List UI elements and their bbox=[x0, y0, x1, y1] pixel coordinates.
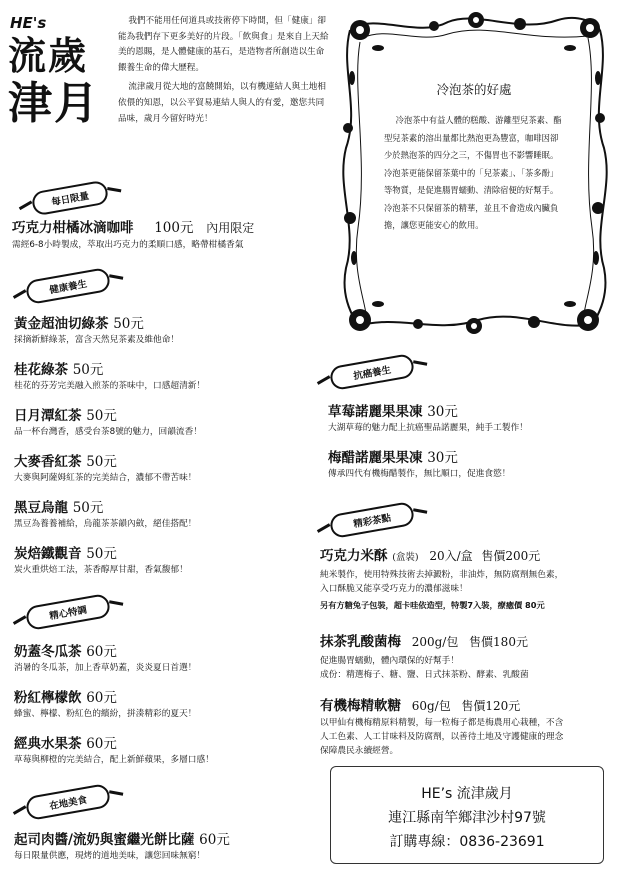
menu-item-title bbox=[14, 358, 103, 378]
menu-item-title bbox=[14, 732, 117, 752]
item-price: 售價120元 bbox=[461, 699, 521, 713]
brand-small-logo: HE's bbox=[10, 14, 47, 32]
menu-item-desc: 消暑的冬瓜茶，加上香草奶蓋，炎炎夏日首選！ bbox=[14, 663, 197, 673]
item-name: 經典水果茶 bbox=[14, 736, 82, 752]
item-name: 大麥香紅茶 bbox=[14, 454, 82, 470]
section-tag-featured: 精心特調 bbox=[25, 593, 112, 631]
item-name: 奶蓋冬瓜茶 bbox=[14, 644, 82, 660]
menu-item-desc: 保障農民永續經營。 bbox=[320, 746, 399, 756]
cold-brew-title: 冷泡茶的好處 bbox=[436, 82, 512, 97]
menu-item-desc: 以甲仙有機梅精原料精製，每一粒梅子都是梅農用心栽種，不含 bbox=[320, 718, 564, 728]
item-price: 50元 bbox=[86, 408, 117, 424]
menu-item-title bbox=[320, 630, 528, 650]
menu-item-title bbox=[14, 312, 144, 332]
item-price: 60元 bbox=[199, 832, 230, 848]
menu-item-desc: 成份：精選梅子、糖、鹽、日式抹茶粉、酵素、乳酸菌 bbox=[320, 670, 529, 680]
menu-item-desc: 蜂蜜、檸檬、粉紅色的繽紛，拼湊精彩的夏天！ bbox=[14, 709, 197, 719]
menu-item-desc: 入口酥脆又能享受巧克力的濃郁滋味！ bbox=[320, 584, 468, 594]
item-name: 巧克力米酥 bbox=[320, 548, 388, 564]
section-tag-local: 在地美食 bbox=[25, 783, 112, 821]
item-price: 60元 bbox=[86, 690, 117, 706]
contact-box bbox=[330, 766, 604, 864]
brand-line-2: 津月 bbox=[8, 78, 100, 129]
menu-item-title bbox=[14, 542, 117, 562]
menu-item-title bbox=[320, 694, 520, 714]
menu-item-desc: 大麥與阿薩姆紅茶的完美結合，濃郁不帶苦味！ bbox=[14, 473, 197, 483]
intro-text bbox=[118, 14, 330, 131]
item-name: 黃金超油切綠茶 bbox=[14, 316, 109, 332]
item-name: 炭焙鐵觀音 bbox=[14, 546, 82, 562]
menu-item-desc: 黑豆為養養補給，烏龍茶茶韻內斂，絕佳搭配！ bbox=[14, 519, 197, 529]
menu-item-title bbox=[14, 640, 117, 660]
contact-shop-name: HE’s 流津歲月 bbox=[421, 786, 513, 802]
intro-paragraph-1: 我們不能用任何道具或技術停下時間，但「健康」卻能為我們存下更多美好的片段。「飲與食」是來自上天給美的恩賜，是人體健康的基石，是造物者所創造以生命餵養生命的偉大歷程。 bbox=[118, 16, 329, 73]
item-name: 桂花綠茶 bbox=[14, 362, 68, 378]
menu-item-title bbox=[14, 450, 117, 470]
promo-note: 另有方糖兔子包裝，超卡哇依造型，特製7入裝，療癒價 80元 bbox=[320, 600, 545, 610]
cold-brew-body: 冷泡茶中有益人體的糕酸、游離型兒茶素、酯型兒茶素的溶出量都比熱泡更為豐富，咖啡因卻少於熱泡茶的四分之三，不傷胃也不影響睡眠。冷泡茶更能保留茶葉中的「兒茶素」、「茶多酚」等物質，是促進腸胃蠕動、清除宿便的好幫手。冷泡茶不只保留茶的精華，並且不會造成內臟負擔，讓您更能安心的飲用。 bbox=[384, 115, 562, 230]
item-name: 抹茶乳酸菌梅 bbox=[320, 634, 401, 650]
menu-item-title bbox=[14, 686, 117, 706]
menu-item-desc: 需經6-8小時製成，萃取出巧克力的柔順口感，略帶柑橘香氣 bbox=[12, 240, 244, 250]
contact-address: 連江縣南竿鄉津沙村97號 bbox=[388, 810, 546, 826]
menu-item-desc: 桂花的芬芳完美融入煎茶的茶味中，口感超清新！ bbox=[14, 381, 206, 391]
item-name: 日月潭紅茶 bbox=[14, 408, 82, 424]
menu-item-desc: 促進腸胃蠕動，體內環保的好幫手！ bbox=[320, 656, 459, 666]
menu-item-desc: 炭火重烘焙工法，茶香醇厚甘甜，香氣馥郁！ bbox=[14, 565, 188, 575]
item-name: 梅醋諾麗果果凍 bbox=[328, 450, 423, 466]
item-note: 內用限定 bbox=[206, 221, 255, 235]
item-price: 50元 bbox=[113, 316, 144, 332]
item-price: 100元 bbox=[154, 220, 194, 236]
item-price: 50元 bbox=[86, 454, 117, 470]
item-price: 50元 bbox=[86, 546, 117, 562]
menu-item-desc: 採摘新鮮綠茶，富含天然兒茶素及維他命！ bbox=[14, 335, 180, 345]
item-name: 草莓諾麗果果凍 bbox=[328, 404, 423, 420]
item-price: 售價180元 bbox=[469, 635, 528, 649]
menu-item-desc: 傳承四代有機梅醋製作，無比順口，促進食慾！ bbox=[328, 469, 511, 479]
section-tag-health: 健康養生 bbox=[25, 267, 112, 305]
menu-item-title bbox=[328, 400, 458, 420]
item-qty: 200g/包 bbox=[411, 635, 459, 649]
item-name: 黑豆烏龍 bbox=[14, 500, 68, 516]
item-name: 有機梅精軟糖 bbox=[320, 698, 401, 714]
brand-logo bbox=[8, 32, 108, 128]
menu-item-desc: 大湖草莓的魅力配上抗癌聖品諾麗果，純手工製作！ bbox=[328, 423, 528, 433]
item-qty: 20入/盒 bbox=[429, 549, 473, 563]
cold-brew-box bbox=[338, 8, 610, 338]
item-name: 起司肉醬/流奶與蜜繼光餅比薩 bbox=[14, 832, 195, 848]
item-name: 巧克力柑橘冰滴咖啡 bbox=[12, 220, 134, 236]
item-price: 60元 bbox=[86, 736, 117, 752]
menu-item-title bbox=[14, 828, 230, 848]
section-tag-special: 精彩茶點 bbox=[329, 501, 416, 539]
item-box-label: (盒裝) bbox=[392, 552, 419, 563]
item-price: 30元 bbox=[427, 450, 458, 466]
menu-item-title bbox=[320, 544, 540, 564]
brand-line-1: 流歲 bbox=[8, 33, 89, 78]
item-price: 50元 bbox=[72, 362, 104, 378]
menu-item-title bbox=[328, 446, 458, 466]
item-name: 粉紅檸檬飲 bbox=[14, 690, 82, 706]
menu-item-desc: 品一杯台灣香，感受台茶8號的魅力，回韻流香！ bbox=[14, 427, 202, 437]
contact-phone: 訂購專線：0836-23691 bbox=[389, 834, 545, 850]
section-tag-daily: 每日限量 bbox=[30, 180, 109, 217]
item-qty: 60g/包 bbox=[411, 699, 451, 713]
menu-item-desc: 每日限量供應，現烤的道地美味，讓您回味無窮！ bbox=[14, 851, 206, 861]
menu-item-title bbox=[14, 496, 103, 516]
item-price: 售價200元 bbox=[481, 549, 541, 563]
menu-item-desc: 草莓與柳橙的完美結合，配上新鮮蘋果，多層口感！ bbox=[14, 755, 214, 765]
item-price: 30元 bbox=[427, 404, 458, 420]
menu-item-title bbox=[14, 404, 117, 424]
menu-item-desc: 人工色素、人工甘味料及防腐劑，以善待土地及守護健康的理念 bbox=[320, 732, 564, 742]
item-price: 60元 bbox=[86, 644, 117, 660]
intro-paragraph-2: 流津歲月從大地的富饒開始，以有機連結人與土地相依偎的知恩，以公平貿易連結人與人的有愛，邀您共同品味，歲月今留好時光！ bbox=[118, 82, 326, 124]
section-tag-anticancer: 抗癌養生 bbox=[329, 353, 416, 391]
menu-item-desc: 純米製作，使用特殊技術去掉澱粉，非油炸，無防腐劑無色素， bbox=[320, 570, 564, 580]
menu-item-title bbox=[12, 216, 254, 236]
item-price: 50元 bbox=[72, 500, 104, 516]
